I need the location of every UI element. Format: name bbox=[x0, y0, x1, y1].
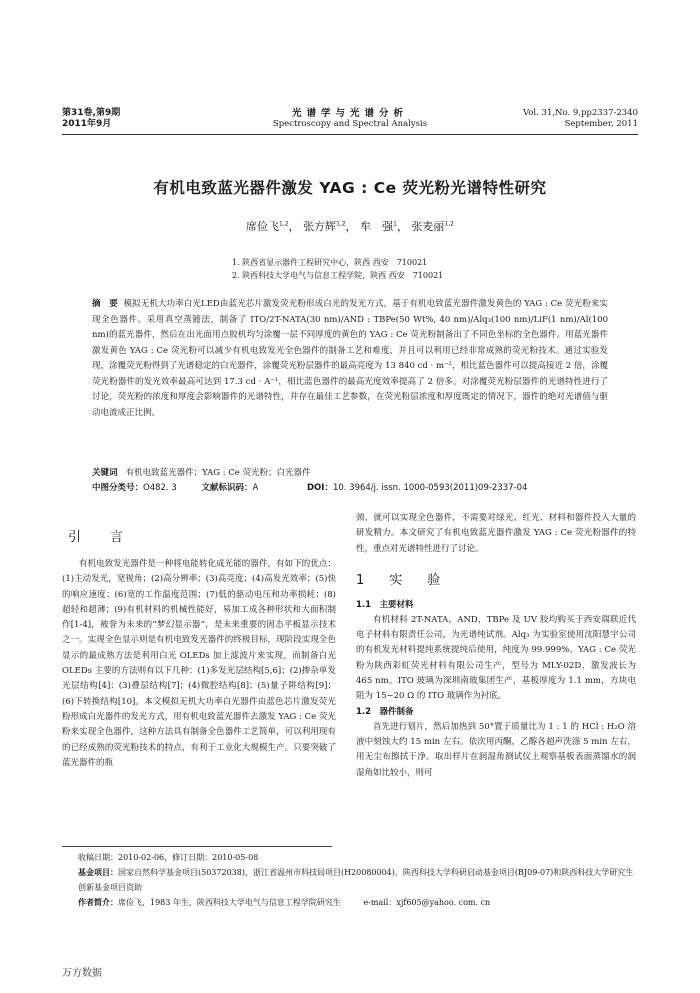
continuation-paragraph: 颈，就可以实现全色器件，不需要对绿光、红光、材料和器件投入大量的研发精力。本文研究了有机电致蓝光器件激发 YAG : Ce 荧光粉器件的特性，重点对光谱特性进行了讨论。 bbox=[356, 513, 636, 554]
subsection-1-1-heading: 1.1 主要材料 bbox=[356, 599, 414, 610]
doi-label: DOI： bbox=[307, 483, 333, 493]
keywords-text: 有机电致蓝光器件；YAG : Ce 荧光粉；白光器件 bbox=[125, 468, 311, 478]
fund-label: 基金项目： bbox=[78, 867, 118, 877]
journal-pages-info bbox=[523, 108, 638, 130]
issue-date: 2011年9月 bbox=[62, 119, 112, 129]
author-name: 张麦丽 bbox=[411, 220, 445, 233]
volume-pages: Vol. 31,No. 9,pp2337-2340 bbox=[522, 108, 638, 118]
journal-name-en: Spectroscopy and Spectral Analysis bbox=[272, 119, 428, 129]
received-date: 收稿日期：2010-02-06，修订日期：2010-05-08 bbox=[78, 853, 259, 862]
doc-code-label: 文献标识码： bbox=[201, 483, 253, 493]
publication-month: September, 2011 bbox=[564, 119, 638, 129]
affiliation-line: 1. 陕西省显示器件工程研究中心，陕西 西安 710021 bbox=[232, 258, 428, 267]
continuation-text bbox=[356, 511, 636, 557]
subsection-1-1-body bbox=[356, 613, 636, 705]
classification-line bbox=[92, 481, 533, 496]
abstract-text: 模拟无机大功率白光LED由蓝光芯片激发荧光粉形成白光的发光方式，基于有机电致蓝光器件激发黄色的 YAG : Ce 荧光粉来实现全色器件。采用真空蒸镀法，制备了 ITO/2T-NATA(30 nm)/AND : TBPe(50 Wt%, 40 nm)/Alq₃(100 nm)/LiF(1 nm)/Al(100 nm)的蓝光器件，然后在出光面用点胶机均匀涂覆一层不同厚度的黄色的 YAG : Ce 荧光粉制备出了不同色坐标的全色器件。用蓝光器件激发黄色 YAG : Ce 荧光粉可以减少有机电致发光全色器件的制备工艺和难度，并且可以利用已经非常成熟的荧光粉技术。通过实验发现，涂覆荧光粉得到了光谱稳定的白光器件，涂覆荧光粉层器件的最高亮度为 13 840 cd · m⁻²，相比蓝色器件可以提高接近 2 倍，涂覆荧光粉器件的发光效率最高可达到 17.3 cd · A⁻¹，相比蓝色器件的最高光度效率提高了 2 倍多。对涂覆荧光粉层器件的光谱特性进行了讨论，荧光粉的浓度和厚度会影响器件的光谱特性，并存在最佳工艺参数，在荧光粉层浓度和厚度既定的情况下，器件的绝对光谱值与驱动电流成正比例。 bbox=[92, 299, 608, 418]
author-bio bbox=[62, 895, 638, 910]
affiliation-line: 2. 陕西科技大学电气与信息工程学院，陕西 西安 710021 bbox=[232, 271, 444, 280]
intro-body bbox=[62, 557, 336, 771]
abstract-label: 摘 要 bbox=[92, 299, 118, 309]
source-watermark: 万方数据 bbox=[62, 968, 102, 979]
author-name: 张方辉 bbox=[303, 220, 337, 233]
clc-label: 中图分类号： bbox=[92, 483, 144, 493]
experiment-column bbox=[356, 511, 636, 781]
subsection-1-2-body bbox=[356, 720, 636, 781]
subsection-1-2-heading: 1.2 器件制备 bbox=[356, 706, 414, 717]
author-affil-mark: 1,2 bbox=[336, 220, 346, 228]
author-list: 席俭飞$^{1,2}$， 张方辉$^{1,2}$， 牟 强$^1$， 张麦丽$^{1,2}$ bbox=[246, 220, 454, 233]
footnote-rule bbox=[62, 846, 332, 847]
journal-volume-info bbox=[62, 108, 120, 130]
section-1-heading: 1 实 验 bbox=[356, 572, 447, 588]
author-affil-mark: 1,2 bbox=[444, 220, 454, 228]
author-affil-mark: 1,2 bbox=[279, 220, 289, 228]
author-affil-mark: 1 bbox=[393, 220, 397, 228]
fund-text: 国家自然科学基金项目(50372038)，浙江省温州市科技局项目(H20080004)，陕西科技大学科研启动基金项目(BJ09-07)和陕西科技大学研究生创新基金项目资助 bbox=[78, 868, 634, 892]
abstract bbox=[92, 297, 608, 421]
doc-code-value: A bbox=[252, 483, 259, 493]
intro-heading: 引 言 bbox=[68, 530, 132, 545]
clc-value: O482. 3 bbox=[143, 483, 177, 493]
volume-issue: 第31卷,第9期 bbox=[62, 108, 121, 118]
affiliations bbox=[232, 256, 443, 282]
footnotes bbox=[62, 850, 638, 910]
materials-paragraph: 有机材料 2T-NATA，AND，TBPe 及 UV 胶均购买于西安瑞联近代电子材料有限责任公司，为光谱纯试剂。Alq₃ 为实验室使用沈阳慧宇公司的有机发光材料提纯系统提纯后使用，纯度为 99.999%。YAG : Ce 荧光粉为陕西彩虹荧光材料有限公司生产，型号为 MLY-02D，激发波长为 465 nm。ITO 玻璃为深圳南玻集团生产，基板厚度为 1.1 mm，方块电阻为 15~20 Ω 的 ITO 玻璃作为衬底。 bbox=[356, 614, 636, 702]
author-bio-text: 席俭飞，1983 年生，陕西科技大学电气与信息工程学院研究生 bbox=[118, 898, 341, 907]
author-name: 牟 强 bbox=[360, 220, 394, 233]
fund-note bbox=[62, 865, 638, 895]
journal-name-cn: 光谱学与光谱分析 bbox=[291, 108, 408, 119]
author-name: 席俭飞 bbox=[246, 220, 280, 233]
keywords bbox=[92, 466, 311, 481]
author-bio-label: 作者简介： bbox=[78, 897, 118, 907]
fabrication-paragraph: 首先进行划片，然后加热到 50°置于质量比为 1 : 1 的 HCl : H₂O 溶液中刻蚀大约 15 min 左右。依次用丙酮，乙醇各超声洗涤 5 min 左右，用无尘布擦拭干净。取出样片在润湿角测试仪上观察基板表面蒸馏水的润湿角如比较小，则可 bbox=[356, 721, 636, 778]
intro-section bbox=[62, 526, 336, 771]
header-rule bbox=[62, 134, 638, 135]
intro-paragraph: 有机电致发光器件是一种将电能转化成光能的器件，有如下的优点：(1)主动发光，宽视角；(2)高分辨率；(3)高亮度；(4)高发光效率；(5)快的响应速度；(6)宽的工作温度范围；(7)低的驱动电压和功率损耗；(8)超轻和超薄；(9)有机材料的机械性能好，易加工成各种形状和大面积制作[1-4]，被誉为未来的“梦幻显示器”，是未来重要的固态平板显示技术之一。实现全色显示则是有机电致发光器件的终极目标，现阶段实现全色显示的最成熟方法是利用白光 OLEDs 加上滤波片来实现，而制备白光 OLEDs 主要的方法则有以下几种：(1)多发光层结构[5,6]；(2)掺杂单发光层结构[4]；(3)叠层结构[7]；(4)微腔结构[8]；(5)量子阱结构[9]；(6)下转换结构[10]。本文模拟无机大功率白光器件由蓝色芯片激发荧光粉形成白光器件的发光方式，用有机电致蓝光器件去激发 YAG : Ce 荧光粉来实现全色器件，这种方法具有制备全色器件工艺简单，可以利用现有的已经成熟的荧光粉技术的特点，有利于工业化大规模生产。只要突破了蓝光器件的瓶 bbox=[62, 559, 336, 768]
paper-title: 有机电致蓝光器件激发 YAG : Ce 荧光粉光谱特性研究 bbox=[153, 179, 547, 197]
keywords-label: 关键词 bbox=[92, 468, 118, 478]
journal-name bbox=[200, 108, 500, 130]
author-email: e-mail：xjf605@yahoo. com. cn bbox=[363, 898, 491, 907]
doi-value: 10. 3964/j. issn. 1000-0593(2011)09-2337-04 bbox=[332, 483, 528, 493]
